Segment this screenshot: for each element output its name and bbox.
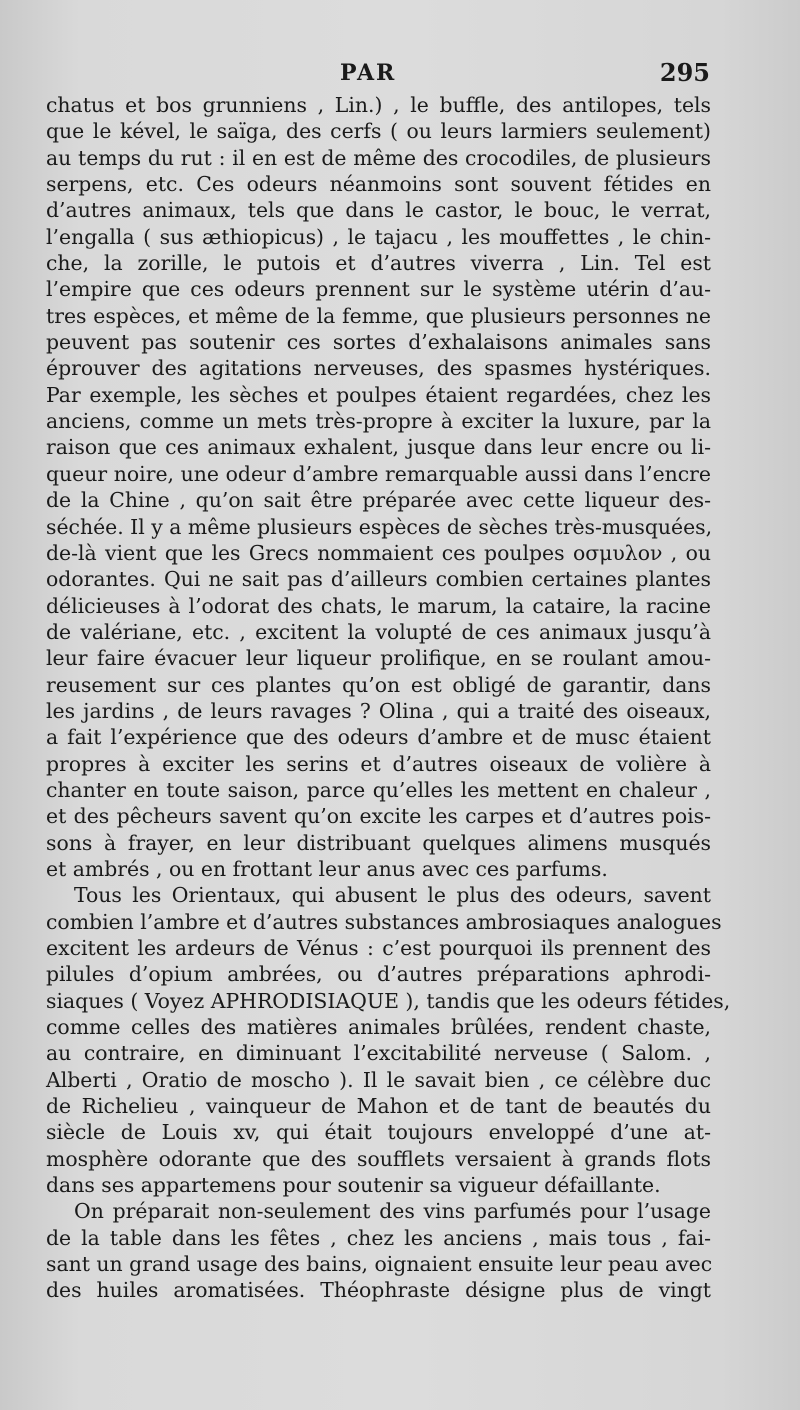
text-line: et des pêcheurs savent qu’on excite les carpes et d’autres pois-: [46, 804, 711, 829]
text-line: sons à frayer, en leur distribuant quelques alimens musqués: [46, 830, 711, 855]
text-line: propres à exciter les serins et d’autres oiseaux de volière à: [46, 751, 711, 776]
text-line: anciens, comme un mets très-propre à exciter la luxure, par la: [46, 409, 711, 434]
text-line: et ambrés , ou en frottant leur anus avec ces parfums.: [46, 856, 608, 881]
text-line: reusement sur ces plantes qu’on est obligé de garantir, dans: [46, 672, 711, 697]
text-line: siaques ( Voyez APHRODISIAQUE ), tandis que les odeurs fétides,: [46, 988, 731, 1013]
text-line: l’engalla ( sus æthiopicus) , le tajacu , les mouffettes , le chin-: [46, 224, 711, 249]
text-line: comme celles des matières animales brûlées, rendent chaste,: [46, 1015, 711, 1040]
text-line: d’autres animaux, tels que dans le castor, le bouc, le verrat,: [46, 198, 711, 223]
text-line: délicieuses à l’odorat des chats, le marum, la cataire, la racine: [46, 593, 711, 618]
text-line: mosphère odorante que des soufflets versaient à grands flots: [46, 1146, 711, 1171]
text-line: tres espèces, et même de la femme, que plusieurs personnes ne: [46, 303, 711, 328]
text-line: raison que ces animaux exhalent, jusque dans leur encre ou li-: [46, 435, 711, 460]
text-line: les jardins , de leurs ravages ? Olina , qui a traité des oiseaux,: [46, 698, 711, 723]
text-line: che, la zorille, le putois et d’autres viverra , Lin. Tel est: [46, 251, 711, 276]
text-line: Alberti , Oratio de moscho ). Il le savait bien , ce célèbre duc: [46, 1067, 711, 1092]
text-line: éprouver des agitations nerveuses, des spasmes hystériques.: [46, 356, 711, 381]
text-line: queur noire, une odeur d’ambre remarquable aussi dans l’encre: [46, 461, 711, 486]
text-line: combien l’ambre et d’autres substances ambrosiaques analogues: [46, 909, 722, 934]
text-line: dans ses appartemens pour soutenir sa vigueur défaillante.: [46, 1173, 661, 1198]
text-line: a fait l’expérience que des odeurs d’ambre et de musc étaient: [46, 725, 711, 750]
text-line: de Richelieu , vainqueur de Mahon et de tant de beautés du: [46, 1094, 711, 1119]
text-line: chatus et bos grunniens , Lin.) , le buffle, des antilopes, tels: [46, 93, 711, 117]
text-line: pilules d’opium ambrées, ou d’autres préparations aphrodi-: [46, 962, 711, 987]
text-line: au contraire, en diminuant l’excitabilité nerveuse ( Salom. ,: [46, 1041, 711, 1066]
page-header: [0, 58, 800, 94]
text-line: de valériane, etc. , excitent la volupté de ces animaux jusqu’à: [46, 619, 711, 644]
text-line: de la Chine , qu’on sait être préparée avec cette liqueur des-: [46, 488, 711, 513]
text-line: de-là vient que les Grecs nommaient ces poulpes οσμυλον , ou: [46, 540, 711, 565]
text-line: peuvent pas soutenir ces sortes d’exhalaisons animales sans: [46, 330, 711, 355]
text-line: leur faire évacuer leur liqueur prolifique, en se roulant amou-: [46, 646, 711, 671]
body-text: [46, 92, 731, 1304]
page-number: 295: [659, 58, 710, 87]
text-line: odorantes. Qui ne sait pas d’ailleurs combien certaines plantes: [46, 567, 711, 592]
text-line: chanter en toute saison, parce qu’elles les mettent en chaleur ,: [46, 777, 711, 802]
text-line: excitent les ardeurs de Vénus : c’est pourquoi ils prennent des: [46, 936, 711, 960]
running-head: PAR: [340, 60, 397, 86]
text-line: l’empire que ces odeurs prennent sur le système utérin d’au-: [46, 277, 711, 302]
text-line: On préparait non-seulement des vins parfumés pour l’usage: [74, 1199, 711, 1224]
text-line: au temps du rut : il en est de même des crocodiles, de plusieurs: [46, 145, 711, 170]
text-line: Tous les Orientaux, qui abusent le plus des odeurs, savent: [74, 883, 711, 908]
text-line: serpens, etc. Ces odeurs néanmoins sont souvent fétides en: [46, 172, 711, 197]
text-line: siècle de Louis xv, qui était toujours enveloppé d’une at-: [46, 1120, 711, 1145]
text-line: des huiles aromatisées. Théophraste désigne plus de vingt: [46, 1278, 711, 1303]
text-line: que le kével, le saïga, des cerfs ( ou leurs larmiers seulement): [46, 119, 711, 144]
text-line: séchée. Il y a même plusieurs espèces de sèches très-musquées,: [46, 514, 713, 539]
text-line: Par exemple, les sèches et poulpes étaient regardées, chez les: [46, 382, 711, 407]
text-line: de la table dans les fêtes , chez les anciens , mais tous , fai-: [46, 1225, 711, 1250]
text-line: sant un grand usage des bains, oignaient ensuite leur peau avec: [46, 1252, 713, 1277]
